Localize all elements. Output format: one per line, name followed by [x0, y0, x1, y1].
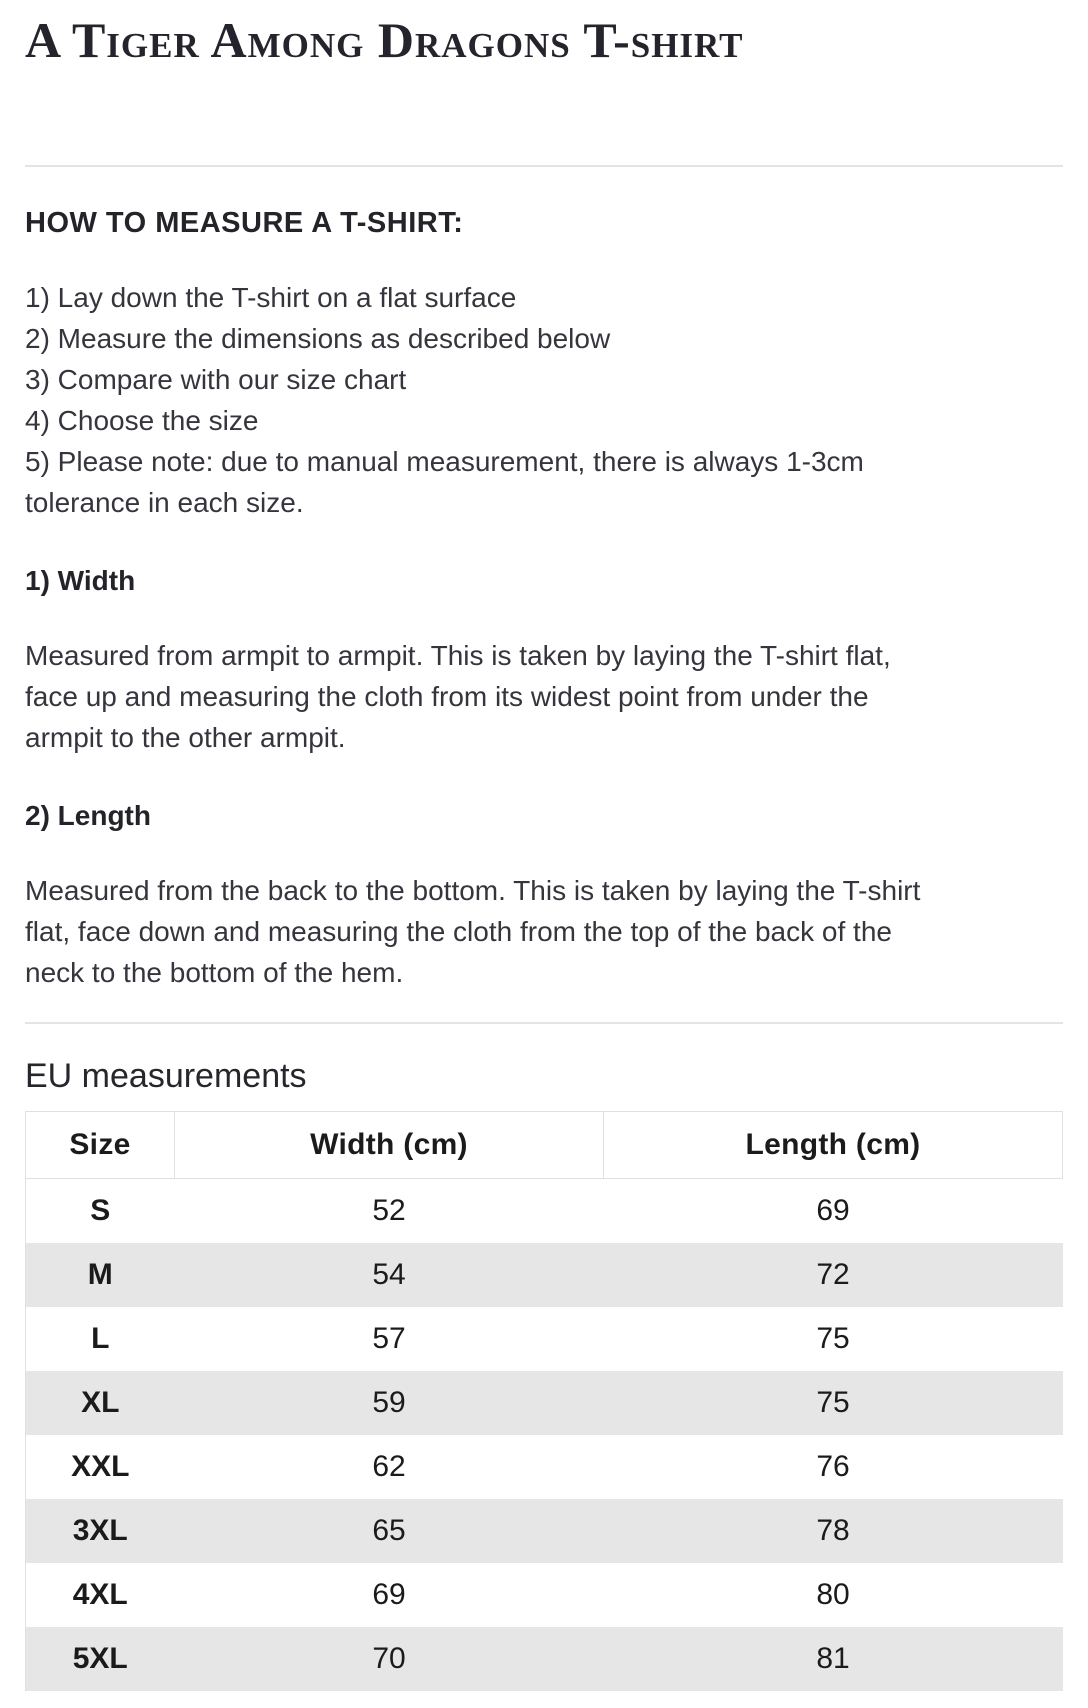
instruction-step-1: 1) Lay down the T-shirt on a flat surface	[25, 282, 517, 313]
length-value: 80	[816, 1578, 850, 1611]
length-paragraph-line: neck to the bottom of the hem.	[25, 957, 404, 988]
column-header-length: Length (cm)	[604, 1112, 1063, 1179]
length-value: 78	[816, 1514, 850, 1547]
length-value: 69	[816, 1194, 850, 1227]
width-paragraph-line: face up and measuring the cloth from its widest point from under the	[25, 681, 869, 712]
size-label: L	[26, 1307, 175, 1371]
size-label: 4XL	[26, 1563, 175, 1627]
size-chart-header-row	[26, 1112, 1063, 1179]
measure-instructions-list	[25, 277, 1063, 523]
length-value: 72	[816, 1258, 850, 1291]
instruction-step-2: 2) Measure the dimensions as described below	[25, 323, 611, 354]
width-value: 62	[372, 1450, 406, 1483]
width-value: 69	[372, 1578, 406, 1611]
eu-measurements-heading: EU measurements	[25, 1057, 307, 1095]
table-row	[26, 1627, 1063, 1691]
table-row	[26, 1243, 1063, 1307]
width-value: 70	[372, 1642, 406, 1675]
table-row	[26, 1179, 1063, 1244]
table-row	[26, 1563, 1063, 1627]
size-label: M	[26, 1243, 175, 1307]
width-value: 65	[372, 1514, 406, 1547]
table-row	[26, 1371, 1063, 1435]
size-label: S	[26, 1179, 175, 1244]
instruction-step-3: 3) Compare with our size chart	[25, 364, 407, 395]
table-row	[26, 1307, 1063, 1371]
column-header-width: Width (cm)	[175, 1112, 604, 1179]
length-value: 75	[816, 1322, 850, 1355]
how-to-measure-heading: HOW TO MEASURE A T-SHIRT:	[25, 207, 464, 239]
column-header-size: Size	[26, 1112, 175, 1179]
size-chart-table	[25, 1111, 1063, 1691]
instruction-step-4: 4) Choose the size	[25, 405, 259, 436]
width-value: 52	[372, 1194, 406, 1227]
length-paragraph-line: Measured from the back to the bottom. This is taken by laying the T-shirt	[25, 875, 921, 906]
section-divider-top	[25, 165, 1063, 167]
table-row	[26, 1435, 1063, 1499]
page-title: A Tiger Among Dragons T-shirt	[25, 12, 744, 68]
length-value: 75	[816, 1386, 850, 1419]
width-section-heading: 1) Width	[25, 565, 136, 596]
size-label: XL	[26, 1371, 175, 1435]
width-value: 54	[372, 1258, 406, 1291]
width-paragraph-line: armpit to the other armpit.	[25, 722, 346, 753]
size-label: 3XL	[26, 1499, 175, 1563]
width-value: 57	[372, 1322, 406, 1355]
length-value: 76	[816, 1450, 850, 1483]
instruction-step-5-continued: tolerance in each size.	[25, 487, 304, 518]
width-section-paragraph	[25, 635, 1063, 758]
section-divider-bottom	[25, 1022, 1063, 1024]
size-label: 5XL	[26, 1627, 175, 1691]
table-row	[26, 1499, 1063, 1563]
instruction-step-5: 5) Please note: due to manual measurement, there is always 1-3cm	[25, 446, 864, 477]
size-label: XXL	[26, 1435, 175, 1499]
length-value: 81	[816, 1642, 850, 1675]
width-value: 59	[372, 1386, 406, 1419]
length-section-paragraph	[25, 870, 1063, 993]
width-paragraph-line: Measured from armpit to armpit. This is taken by laying the T-shirt flat,	[25, 640, 891, 671]
length-section-heading: 2) Length	[25, 800, 151, 831]
length-paragraph-line: flat, face down and measuring the cloth from the top of the back of the	[25, 916, 892, 947]
